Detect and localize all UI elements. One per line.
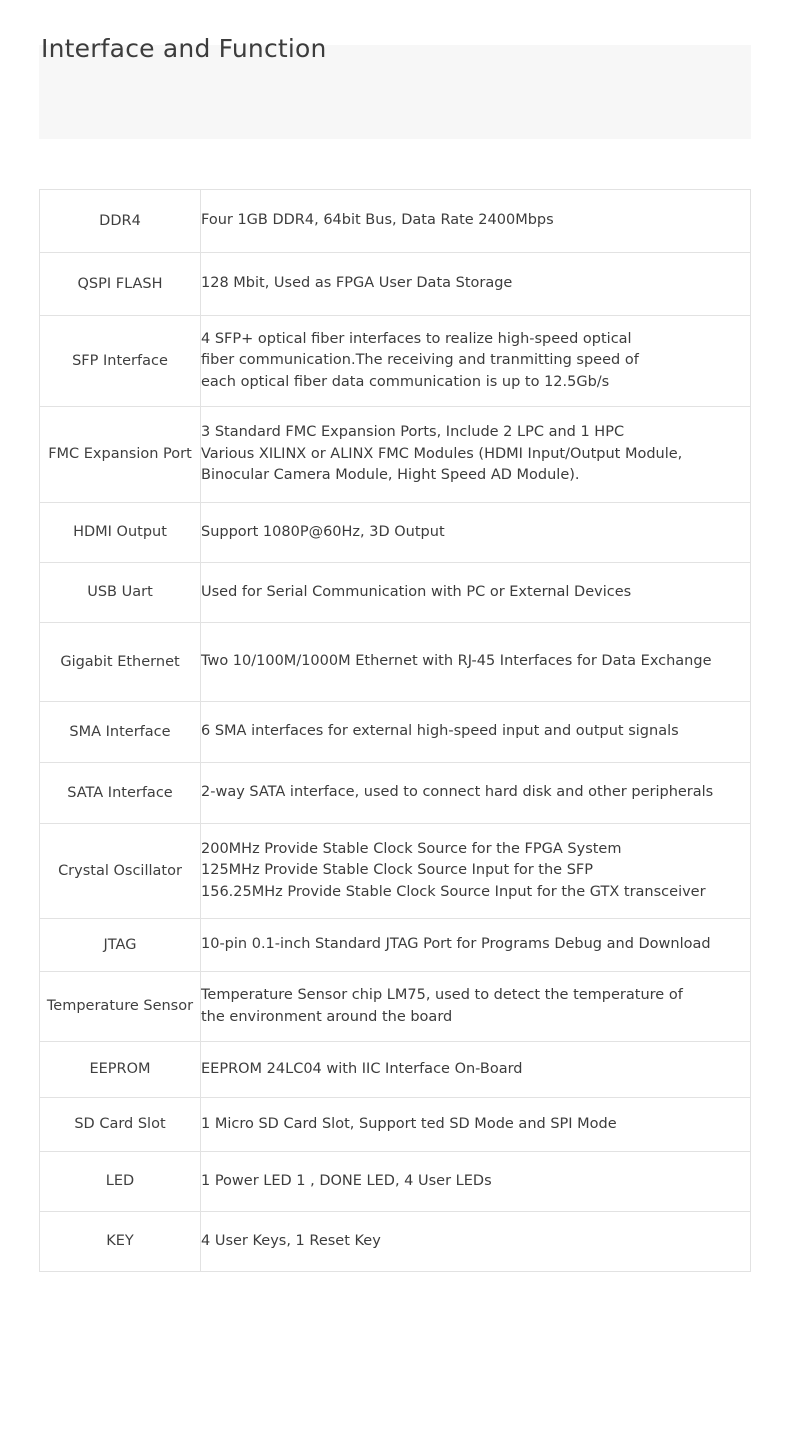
row-label-cell bbox=[40, 316, 201, 407]
row-label: JTAG bbox=[103, 936, 137, 953]
row-value-cell bbox=[201, 503, 751, 563]
row-value-line: 2-way SATA interface, used to connect hard disk and other peripherals bbox=[201, 784, 714, 801]
row-label-cell bbox=[40, 1098, 201, 1152]
row-label: Gigabit Ethernet bbox=[60, 653, 180, 670]
row-value-line: each optical fiber data communication is up to 12.5Gb/s bbox=[201, 373, 610, 390]
row-value-line: Two 10/100M/1000M Ethernet with RJ-45 Interfaces for Data Exchange bbox=[201, 653, 712, 670]
row-label-cell bbox=[40, 1152, 201, 1212]
row-label: EEPROM bbox=[89, 1061, 151, 1078]
row-value-line: Temperature Sensor chip LM75, used to detect the temperature of bbox=[201, 987, 683, 1004]
row-label: Temperature Sensor bbox=[46, 998, 194, 1015]
row-value-line: 6 SMA interfaces for external high-speed input and output signals bbox=[201, 723, 679, 740]
row-label-cell bbox=[40, 1042, 201, 1098]
row-label: SFP Interface bbox=[72, 352, 168, 369]
row-value-line: Used for Serial Communication with PC or External Devices bbox=[201, 583, 632, 600]
table-row bbox=[40, 407, 751, 503]
table-row bbox=[40, 190, 751, 253]
row-label: FMC Expansion Port bbox=[48, 446, 192, 463]
table-row bbox=[40, 1152, 751, 1212]
table-row bbox=[40, 763, 751, 824]
row-value-cell bbox=[201, 563, 751, 623]
row-value-cell bbox=[201, 190, 751, 253]
row-value-line: 156.25MHz Provide Stable Clock Source Input for the GTX transceiver bbox=[201, 883, 706, 900]
row-label-cell bbox=[40, 702, 201, 763]
row-value-cell bbox=[201, 702, 751, 763]
row-value-line: 10-pin 0.1-inch Standard JTAG Port for Programs Debug and Download bbox=[201, 936, 711, 953]
table-row bbox=[40, 702, 751, 763]
row-value-line: 1 Power LED 1 , DONE LED, 4 User LEDs bbox=[201, 1172, 492, 1189]
row-value-cell bbox=[201, 919, 751, 972]
row-label: USB Uart bbox=[87, 584, 153, 601]
row-value-line: 1 Micro SD Card Slot, Support ted SD Mode and SPI Mode bbox=[201, 1115, 617, 1132]
table-row bbox=[40, 824, 751, 919]
row-value-line: the environment around the board bbox=[201, 1008, 453, 1025]
row-label-cell bbox=[40, 763, 201, 824]
row-label-cell bbox=[40, 919, 201, 972]
row-label-cell bbox=[40, 1212, 201, 1272]
row-value-cell bbox=[201, 1152, 751, 1212]
row-label: SMA Interface bbox=[69, 723, 171, 740]
row-label: KEY bbox=[106, 1233, 134, 1250]
row-value-line: Binocular Camera Module, Hight Speed AD Module). bbox=[201, 467, 580, 484]
row-value-line: 125MHz Provide Stable Clock Source Input for the SFP bbox=[201, 862, 594, 879]
row-label-cell bbox=[40, 972, 201, 1042]
row-value-line: Support 1080P@60Hz, 3D Output bbox=[201, 523, 445, 540]
row-label-cell bbox=[40, 253, 201, 316]
row-value-cell bbox=[201, 972, 751, 1042]
row-value-cell bbox=[201, 407, 751, 503]
table-row bbox=[40, 316, 751, 407]
row-value-cell bbox=[201, 1042, 751, 1098]
row-value-line: 200MHz Provide Stable Clock Source for the FPGA System bbox=[201, 840, 622, 857]
table-row bbox=[40, 503, 751, 563]
row-label: SD Card Slot bbox=[74, 1116, 166, 1133]
table-row bbox=[40, 1098, 751, 1152]
row-value-line: 128 Mbit, Used as FPGA User Data Storage bbox=[201, 275, 513, 292]
row-value-cell bbox=[201, 1098, 751, 1152]
row-label: SATA Interface bbox=[67, 784, 173, 801]
table-body bbox=[40, 190, 751, 1272]
table-row bbox=[40, 623, 751, 702]
row-value-line: 4 User Keys, 1 Reset Key bbox=[201, 1232, 381, 1249]
row-value-cell bbox=[201, 253, 751, 316]
row-value-line: 4 SFP+ optical fiber interfaces to realize high-speed optical bbox=[201, 330, 632, 347]
table-row bbox=[40, 563, 751, 623]
row-label-cell bbox=[40, 623, 201, 702]
row-value-line: 3 Standard FMC Expansion Ports, Include 2 LPC and 1 HPC bbox=[201, 424, 625, 441]
table-row bbox=[40, 1212, 751, 1272]
row-value-line: Four 1GB DDR4, 64bit Bus, Data Rate 2400Mbps bbox=[201, 212, 554, 229]
row-label: DDR4 bbox=[99, 212, 141, 229]
page-title: Interface and Function bbox=[41, 34, 327, 63]
row-label-cell bbox=[40, 563, 201, 623]
row-value-line: Various XILINX or ALINX FMC Modules (HDMI Input/Output Module, bbox=[201, 445, 683, 462]
row-value-line: fiber communication.The receiving and tranmitting speed of bbox=[201, 352, 639, 369]
row-value-cell bbox=[201, 623, 751, 702]
table-row bbox=[40, 253, 751, 316]
row-label-cell bbox=[40, 407, 201, 503]
row-value-cell bbox=[201, 763, 751, 824]
row-label-cell bbox=[40, 503, 201, 563]
row-value-line: EEPROM 24LC04 with IIC Interface On-Board bbox=[201, 1060, 523, 1077]
row-label: HDMI Output bbox=[73, 524, 167, 541]
row-label-cell bbox=[40, 190, 201, 253]
table-row bbox=[40, 1042, 751, 1098]
table-row bbox=[40, 972, 751, 1042]
interface-function-table bbox=[39, 189, 751, 1272]
row-value-cell bbox=[201, 1212, 751, 1272]
row-label-cell bbox=[40, 824, 201, 919]
row-label: LED bbox=[105, 1173, 135, 1190]
row-label: QSPI FLASH bbox=[77, 275, 163, 292]
row-label: Crystal Oscillator bbox=[58, 862, 182, 879]
row-value-cell bbox=[201, 316, 751, 407]
table-row bbox=[40, 919, 751, 972]
row-value-cell bbox=[201, 824, 751, 919]
